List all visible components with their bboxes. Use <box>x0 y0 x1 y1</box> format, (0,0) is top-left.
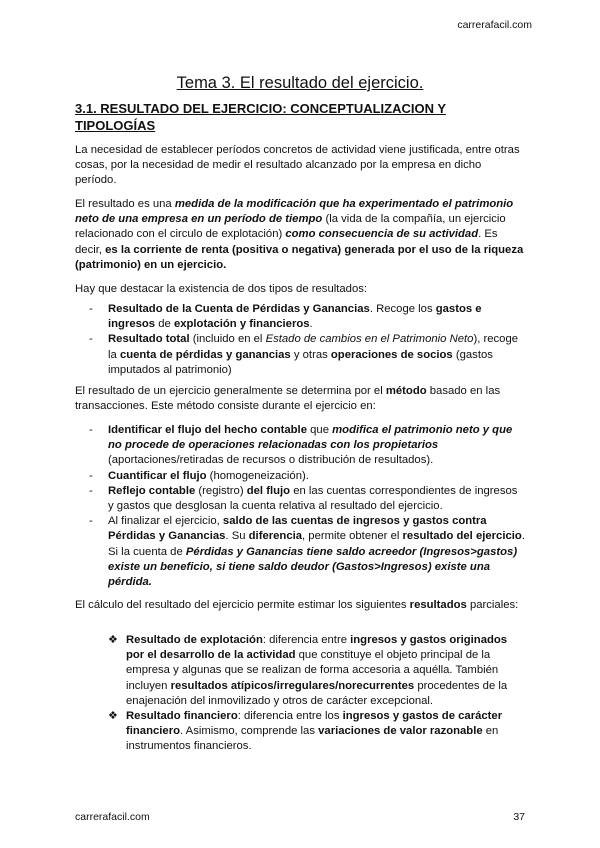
text-emphasis: modifica el patrimonio neto y que no procede de operaciones relacionadas con los propietarios <box>108 424 513 452</box>
text: (aportaciones/retiradas de recursos o distribución de resultados). <box>108 454 434 467</box>
paragraph-partial-results <box>75 598 525 613</box>
text: basado en las transacciones. Este método consiste durante el ejercicio en: <box>75 385 501 413</box>
list-item <box>89 514 525 590</box>
text: : diferencia entre los <box>237 710 343 723</box>
text: . <box>309 318 313 331</box>
list-item <box>89 423 525 469</box>
text-bold: resultado del ejercicio <box>402 530 522 543</box>
footer <box>75 811 525 823</box>
list-item <box>89 332 525 378</box>
text: de <box>155 318 174 331</box>
text: parciales: <box>466 599 519 611</box>
partial-results-list <box>108 633 525 755</box>
text-bold: del flujo <box>246 484 291 497</box>
text: . Es decir, <box>75 228 498 256</box>
text-bold: operaciones de socios <box>330 348 453 361</box>
text: : diferencia entre <box>262 634 351 646</box>
text: ), recoge la <box>108 333 519 361</box>
footer-site: carrerafacil.com <box>75 811 150 823</box>
text-bold: saldo de las cuentas de ingresos y gastos contra Pérdidas y Ganancias <box>108 515 487 543</box>
dash-marker: - <box>89 484 93 497</box>
text-bold: Identificar el flujo del hecho contable <box>108 424 307 436</box>
text: El cálculo del resultado del ejercicio permite estimar los siguientes <box>75 599 410 611</box>
paragraph-method <box>75 384 525 414</box>
text-italic: Estado de cambios en el Patrimonio Neto <box>265 333 474 346</box>
text: . Si la cuenta de <box>108 530 525 558</box>
list-item <box>89 469 525 484</box>
text-emphasis: medida de la modificación que ha experimentado el patrimonio neto de una empresa en un período de tiempo <box>75 198 514 226</box>
text: (la vida de la compañía, un ejercicio relacionado con el circulo de explotación) <box>75 213 506 241</box>
dash-marker: - <box>89 333 93 346</box>
text: en las cuentas correspondientes de ingresos y gastos que desglosan la cuenta relativa al resultado del ejercicio. <box>108 484 518 513</box>
text-emphasis: como consecuencia de su actividad <box>285 228 479 241</box>
text: procedentes de la enajenación del inmovilizado y otros de carácter excepcional. <box>126 679 508 707</box>
text-bold: Cuantificar el flujo <box>108 469 207 482</box>
page-number: 37 <box>513 811 525 823</box>
paragraph-types: Hay que destacar la existencia de dos tipos de resultados: <box>75 283 368 295</box>
text: y otras <box>290 348 331 361</box>
dash-marker: - <box>89 469 93 482</box>
diamond-bullet-icon: ❖ <box>108 710 118 723</box>
page-title: Tema 3. El resultado del ejercicio. <box>176 74 424 92</box>
text: (registro) <box>195 484 247 497</box>
text-bold: gastos e ingresos <box>108 303 482 331</box>
text: El resultado es una <box>75 198 175 210</box>
text: Al finalizar el ejercicio, <box>108 515 223 528</box>
text-bold: resultados <box>409 599 467 611</box>
list-item <box>108 709 525 755</box>
text-bold: método <box>385 385 427 397</box>
text-bold: variaciones de valor razonable <box>318 725 483 738</box>
text-bold: es la corriente de renta (positiva o negativa) generada por el uso de la riqueza (patrimonio) en un ejercicio. <box>75 243 524 271</box>
text-bold: resultados atípicos/irregulares/norecurrentes <box>170 679 415 692</box>
text-bold: cuenta de pérdidas y ganancias <box>119 348 291 361</box>
text-bold: Reflejo contable <box>108 484 196 497</box>
text: . Su <box>225 530 249 543</box>
dash-marker: - <box>89 424 93 436</box>
text: , permite obtener el <box>302 530 403 543</box>
text: (incluido en el <box>189 333 266 346</box>
method-steps-list <box>89 423 525 590</box>
text: (homogeneización). <box>206 469 309 482</box>
text: . Recoge los <box>369 303 436 315</box>
section-heading: 3.1. RESULTADO DEL EJERCICIO: CONCEPTUALIZACION Y TIPOLOGÍAS <box>75 101 447 133</box>
list-item <box>89 302 525 332</box>
text-bold: Resultado de explotación <box>126 634 263 646</box>
header-site: carrerafacil.com <box>457 19 532 31</box>
text-bold: ingresos y gastos de carácter financiero <box>126 710 503 738</box>
list-item <box>89 484 525 514</box>
text: . Asimismo, comprende las <box>180 725 319 738</box>
paragraph-intro: La necesidad de establecer períodos concretos de actividad viene justificada, entre otras cosas, por la necesidad de medir el resultado alcanzado por la empresa en dicho período. <box>75 144 520 187</box>
text-bold: explotación y financieros <box>173 318 310 331</box>
text-emphasis: Pérdidas y Ganancias tiene saldo acreedor (Ingresos>gastos) existe un beneficio, si tiene saldo deudor (Gastos>Ingresos) existe una pérdida. <box>108 545 518 589</box>
text: El resultado de un ejercicio generalmente se determina por el <box>75 385 386 397</box>
text-bold: Resultado de la Cuenta de Pérdidas y Ganancias <box>108 303 370 315</box>
dash-marker: - <box>89 515 93 528</box>
paragraph-definition <box>75 197 525 273</box>
text-bold: diferencia <box>248 530 303 543</box>
text: en instrumentos financieros. <box>126 725 499 753</box>
diamond-bullet-icon: ❖ <box>108 634 118 646</box>
text-bold: Resultado total <box>108 333 190 346</box>
text: (gastos imputados al patrimonio) <box>108 348 493 376</box>
list-item <box>108 633 525 709</box>
text: que constituye el objeto principal de la empresa y algunas que se realizan de forma accesoria a aquélla. También incluyen <box>126 649 499 692</box>
dash-marker: - <box>89 303 93 315</box>
results-types-list <box>89 302 525 378</box>
text-bold: ingresos y gastos originados por el desarrollo de la actividad <box>126 634 508 662</box>
text: que <box>306 424 333 436</box>
text-bold: Resultado financiero <box>126 710 238 723</box>
